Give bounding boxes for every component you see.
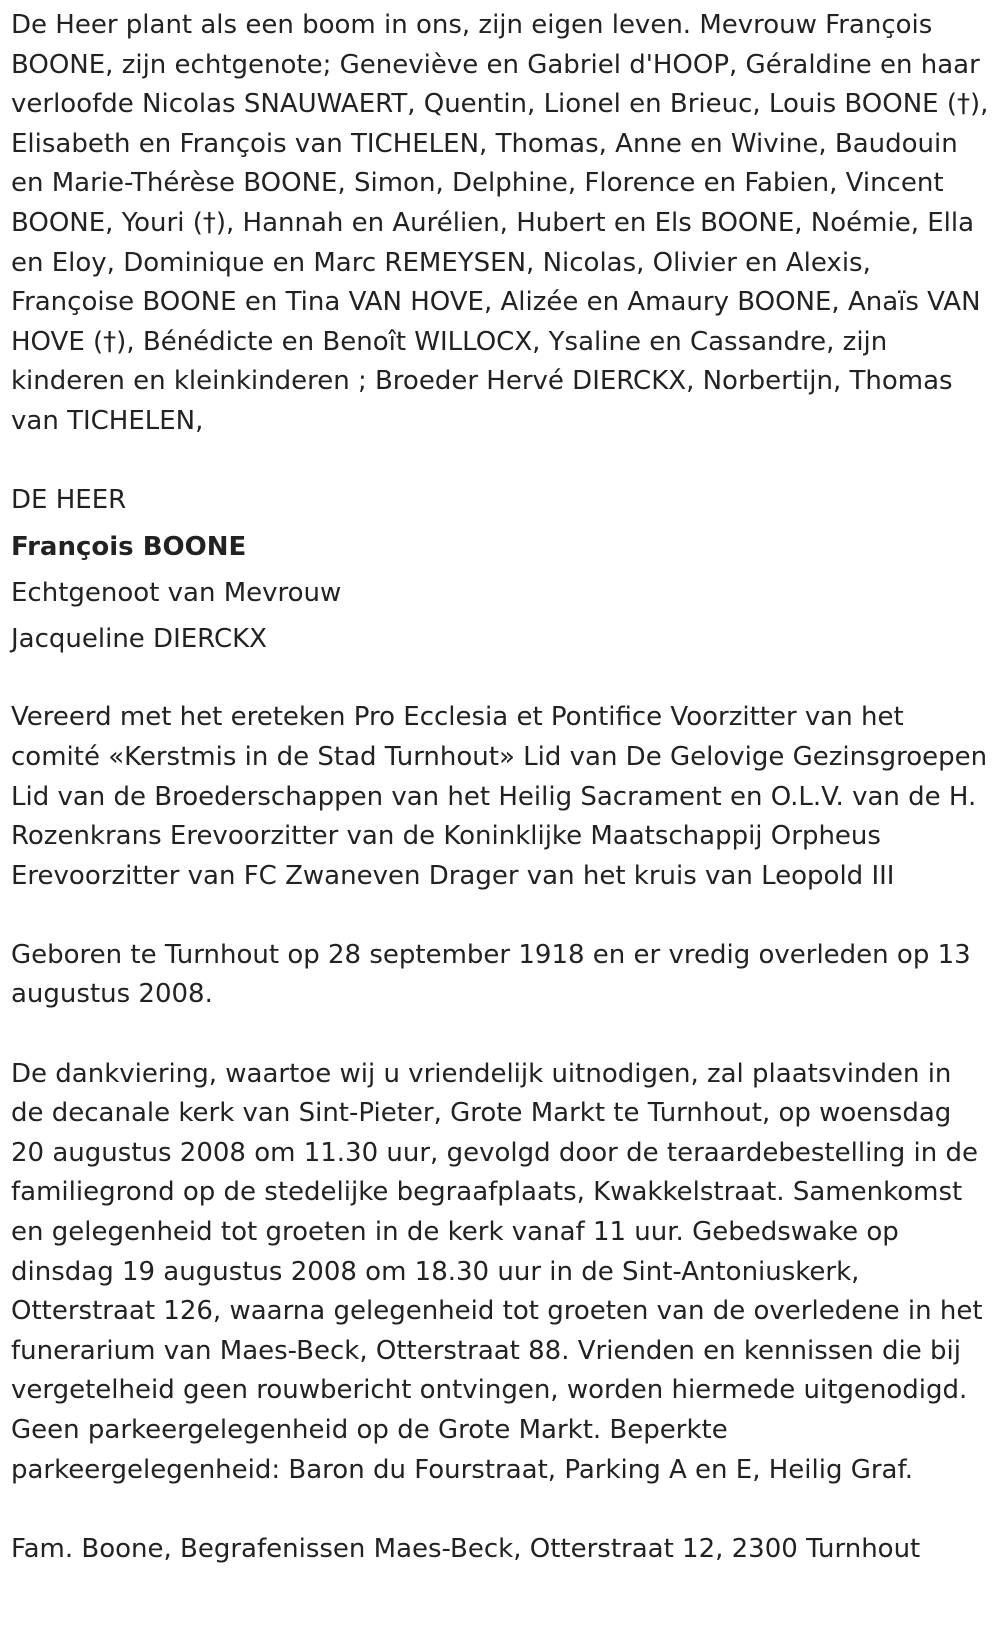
spouse-line-1: Echtgenoot van Mevrouw <box>11 577 342 608</box>
honours-paragraph: Vereerd met het ereteken Pro Ecclesia et Pontifice Voorzitter van het comité «Kerstmis in de Stad Turnhout» Lid van De Gelovige Gezinsgroepen Lid van de Broederschappen van het Heilig Sacrament en O.L.V. van de H. Rozenkrans Erevoorzitter van de Koninklijke Maatschappij Orpheus Erevoorzitter van FC Zwaneven Drager van het kruis van Leopold III <box>11 702 988 891</box>
service-paragraph: De dankviering, waartoe wij u vriendelijk uitnodigen, zal plaatsvinden in de decanale kerk van Sint-Pieter, Grote Markt te Turnhout, op woensdag 20 augustus 2008 om 11.30 uur, gevolgd door de teraardebestelling in de familiegrond op de stedelijke begraafplaats, Kwakkelstraat. Samenkomst en gelegenheid tot groeten in de kerk vanaf 11 uur. Gebedswake op dinsdag 19 augustus 2008 om 18.30 uur in de Sint-Antoniuskerk, Otterstraat 126, waarna gelegenheid tot groeten van de overledene in het funerarium van Maes-Beck, Otterstraat 88. Vrienden en kennissen die bij vergetelheid geen rouwbericht ontvingen, worden hiermede uitgenodigd. Geen parkeergelegenheid op de Grote Markt. Beperkte parkeergelegenheid: Baron du Fourstraat, Parking A en E, Heilig Graf. <box>11 1058 983 1485</box>
footer-contact: Fam. Boone, Begrafenissen Maes-Beck, Otterstraat 12, 2300 Turnhout <box>11 1533 921 1564</box>
honorific-title: DE HEER <box>11 485 127 516</box>
birth-death-paragraph: Geboren te Turnhout op 28 september 1918 en er vredig overleden op 13 augustus 2008. <box>11 939 971 1010</box>
deceased-name: François BOONE <box>11 531 247 562</box>
spouse-line-2: Jacqueline DIERCKX <box>11 623 267 654</box>
family-list-paragraph: De Heer plant als een boom in ons, zijn eigen leven. Mevrouw François BOONE, zijn echtgenote; Geneviève en Gabriel d'HOOP, Géraldine en haar verloofde Nicolas SNAUWAERT, Quentin, Lionel en Brieuc, Louis BOONE (†), Elisabeth en François van TICHELEN, Thomas, Anne en Wivine, Baudouin en Marie-Thérèse BOONE, Simon, Delphine, Florence en Fabien, Vincent BOONE, Youri (†), Hannah en Aurélien, Hubert en Els BOONE, Noémie, Ella en Eloy, Dominique en Marc REMEYSEN, Nicolas, Olivier en Alexis, Françoise BOONE en Tina VAN HOVE, Alizée en Amaury BOONE, Anaïs VAN HOVE (†), Bénédicte en Benoît WILLOCX, Ysaline en Cassandre, zijn kinderen en kleinkinderen ; Broeder Hervé DIERCKX, Norbertijn, Thomas van TICHELEN, <box>11 10 989 436</box>
